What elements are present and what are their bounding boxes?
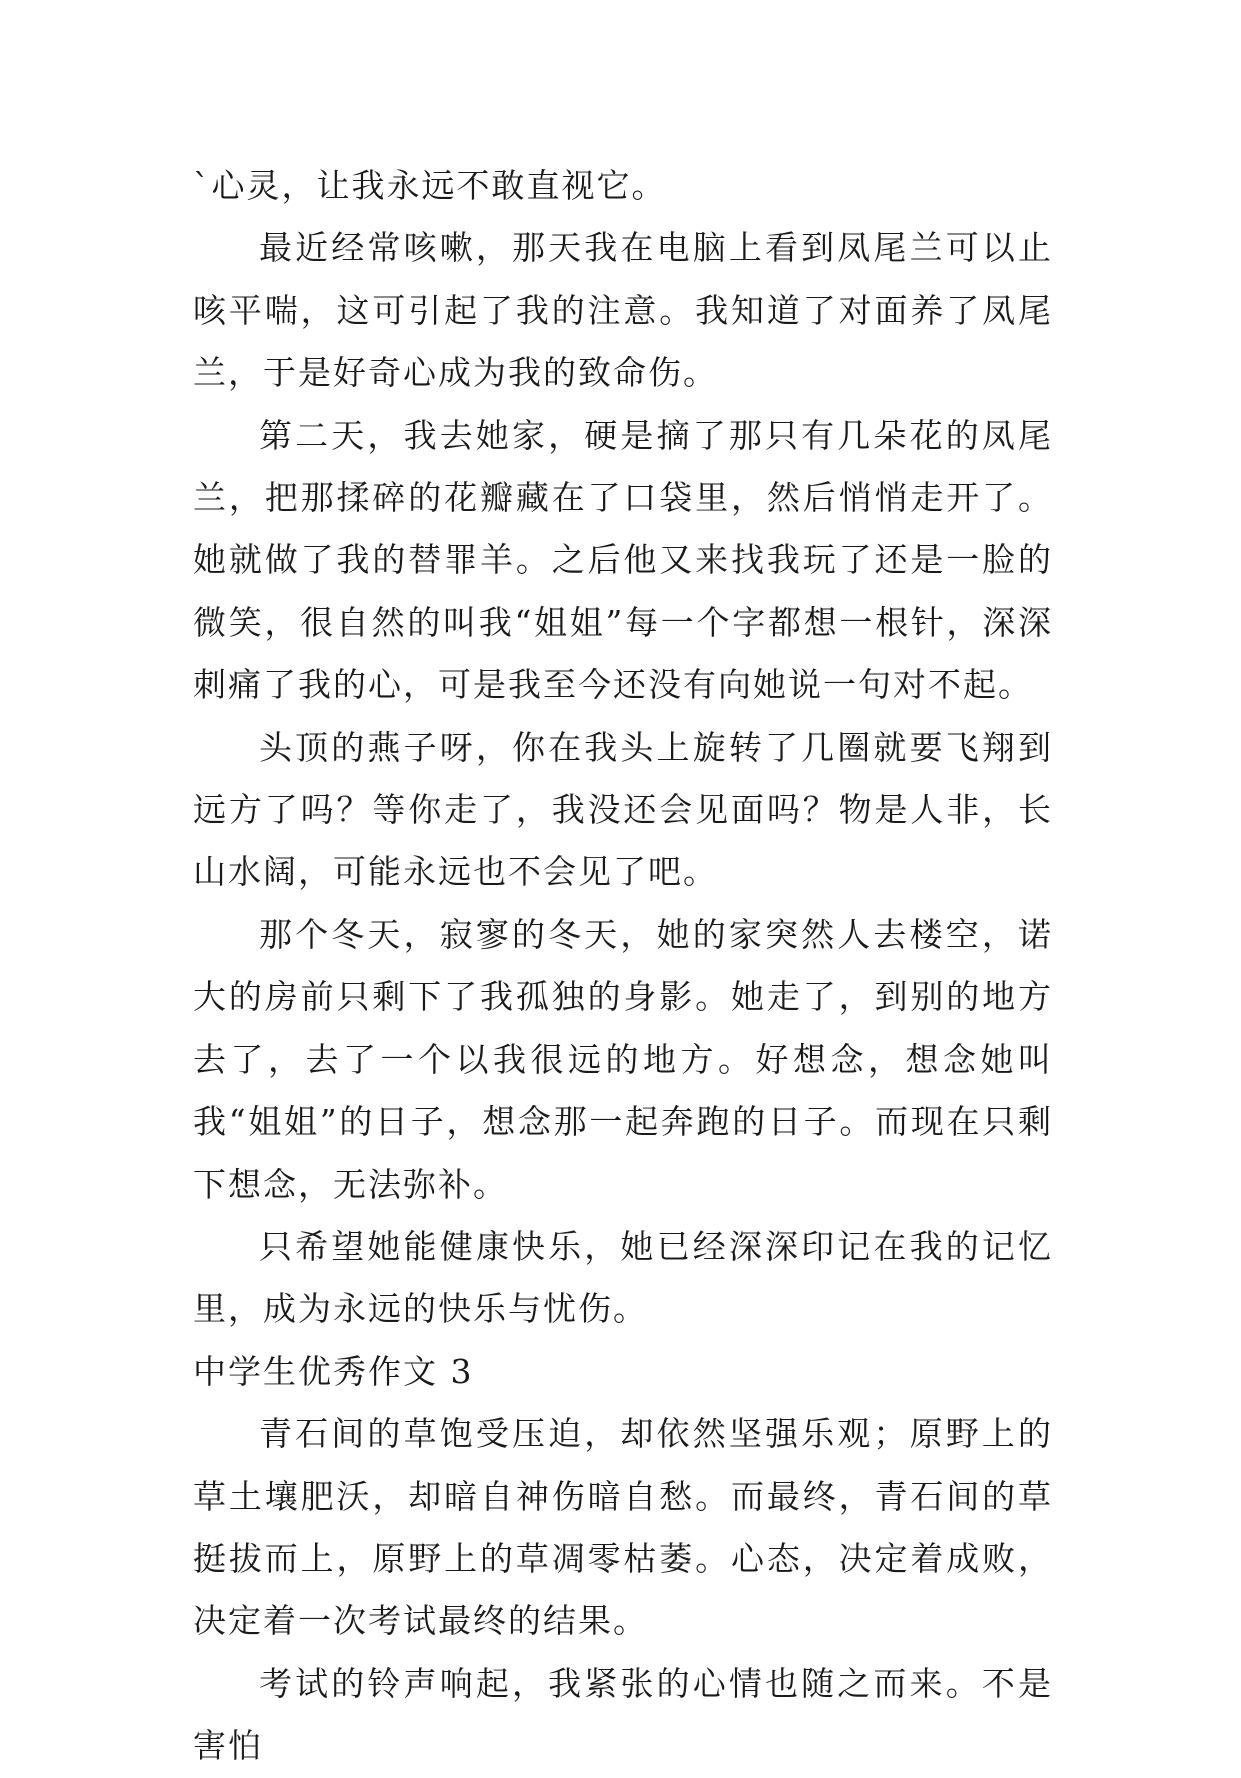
paragraph: 头顶的燕子呀，你在我头上旋转了几圈就要飞翔到远方了吗？等你走了，我没还会见面吗？物是人非，长山水阔，可能永远也不会见了吧。: [193, 727, 1053, 892]
document-body: [193, 155, 1053, 1778]
paragraph: 考试的铃声响起，我紧张的心情也随之而来。不是害怕: [193, 1663, 1053, 1766]
paragraph: 最近经常咳嗽，那天我在电脑上看到凤尾兰可以止咳平喘，这可引起了我的注意。我知道了对面养了凤尾兰，于是好奇心成为我的致命伤。: [193, 228, 1053, 393]
paragraph: 青石间的草饱受压迫，却依然坚强乐观；原野上的草土壤肥沃，却暗自神伤暗自愁。而最终，青石间的草挺拔而上，原野上的草凋零枯萎。心态，决定着成败，决定着一次考试最终的结果。: [193, 1414, 1053, 1641]
section-heading: 中学生优秀作文 3: [193, 1351, 474, 1391]
paragraph: 只希望她能健康快乐，她已经深深印记在我的记忆里，成为永远的快乐与忧伤。: [193, 1226, 1053, 1329]
paragraph-continuation: `心灵，让我永远不敢直视它。: [193, 166, 667, 205]
paragraph: 第二天，我去她家，硬是摘了那只有几朵花的凤尾兰，把那揉碎的花瓣藏在了口袋里，然后悄悄走开了。她就做了我的替罪羊。之后他又来找我玩了还是一脸的微笑，很自然的叫我“姐姐”每一个字都想一根针，深深刺痛了我的心，可是我至今还没有向她说一句对不起。: [193, 415, 1053, 705]
paragraph: 那个冬天，寂寥的冬天，她的家突然人去楼空，诺大的房前只剩下了我孤独的身影。她走了，到别的地方去了，去了一个以我很远的地方。好想念，想念她叫我“姐姐”的日子，想念那一起奔跑的日子。而现在只剩下想念，无法弥补。: [193, 914, 1053, 1204]
